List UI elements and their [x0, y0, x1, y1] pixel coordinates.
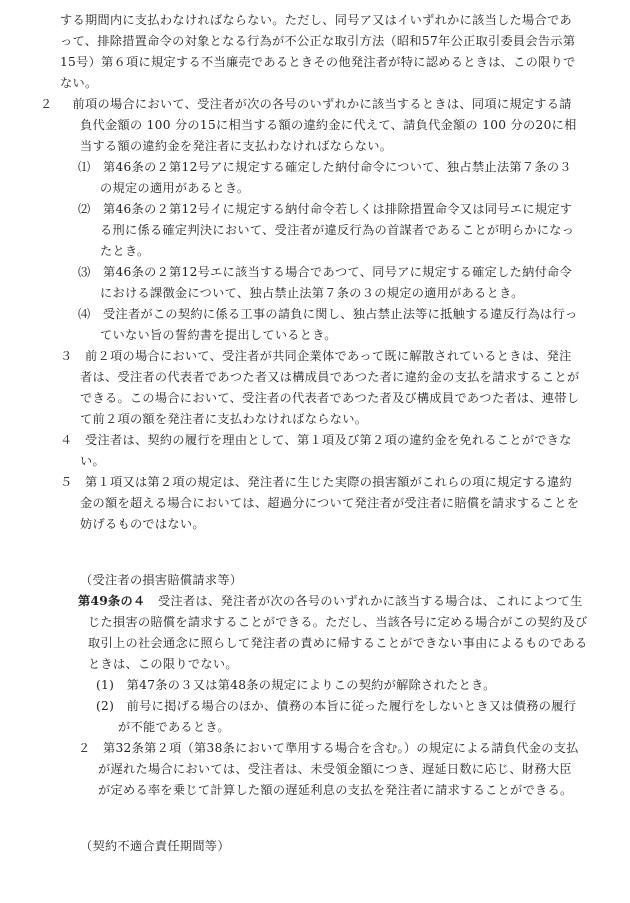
section-heading-damages: （受注者の損害賠償請求等） [80, 573, 243, 587]
item-number: ⑷ [78, 307, 91, 321]
paragraph-text: 前項の場合において、受注者が次の各号のいずれかに該当するときは、同項に規定する請負代金額の 100 分の15に相当する額の違約金に代えて、請負代金額の 100 分の20に相当する額の違約金を発注者に支払わなければならない。 [72, 97, 577, 153]
item-3 [78, 262, 580, 304]
item-text: 第46条の２第12号エに該当する場合であつて、同号アに規定する確定した納付命令における課徴金について、独占禁止法第７条の３の規定の適用があるとき。 [100, 265, 573, 300]
item-2 [78, 199, 580, 262]
paragraph-text: 前２項の場合において、受注者が共同企業体であって既に解散されているときは、発注者は、受注者の代表者であつた者又は構成員であつた者に違約金の支払を請求することができる。この場合において、受注者の代表者であつた者及び構成員であつた者は、連帯して前２項の額を発注者に支払わなければならない。 [80, 349, 580, 426]
item-text: 第46条の２第12号イに規定する納付命令若しくは排除措置命令又は同号エに規定する刑に係る確定判決において、受注者が違反行為の首謀者であることが明らかになったとき。 [100, 202, 575, 258]
item-number: (1) [96, 678, 115, 692]
continuation-text: する期間内に支払わなければならない。ただし、同号ア又はイいずれかに該当した場合であって、排除措置命令の対象となる行為が不公正な取引方法（昭和57年公正取引委員会告示第15号）第６項に規定する不当廉売であるときその他発注者が特に認めるときは、この限りでない。 [60, 13, 576, 90]
item-4 [78, 304, 580, 346]
paragraph-text: 第32条第２項（第38条において準用する場合を含む。）の規定による請負代金の支払が遅れた場合においては、受注者は、未受領金額につき、遅延日数に応じ、財務大臣が定める率を乗じて計算した額の遅延利息の支払を発注者に請求することができる。 [98, 741, 579, 797]
paragraph-text: 第１項又は第２項の規定は、発注者に生じた実際の損害額がこれらの項に規定する違約金の額を超える場合においては、超過分について発注者が受注者に賠償を請求することを妨げるものではない。 [80, 475, 580, 531]
article-text: 受注者は、発注者が次の各号のいずれかに該当する場合は、これによつて生じた損害の賠償を請求することができる。ただし、当該各号に定める場合がこの契約及び取引上の社会通念に照らして発注者の責めに帰することができない事由によるものであるときは、この限りでない。 [88, 594, 588, 671]
paragraph-5 [60, 472, 580, 535]
item-1 [78, 157, 580, 199]
item-text: 第46条の２第12号アに規定する確定した納付命令について、独占禁止法第７条の３の規定の適用があるとき。 [100, 160, 572, 195]
section-heading-liability-period: （契約不適合責任期間等） [80, 839, 230, 853]
paragraph-2: ２ 前項の場合において、受注者が次の各号のいずれかに該当するときは、同項に規定する請負代金額の 100 分の15に相当する額の違約金に代えて、請負代金額の 100 分の20に相当する額の違約金を発注者に支払わなければならない。 [40, 97, 577, 153]
item-number: (2) [96, 699, 115, 713]
paragraph-number: ３ [60, 349, 73, 363]
paragraph-number: ４ [60, 433, 73, 447]
article-item-1 [96, 675, 580, 696]
item-number: ⑶ [78, 265, 91, 279]
article-item-2 [96, 696, 580, 738]
paragraph-4 [60, 430, 580, 472]
item-text: 前号に掲げる場合のほか、債務の本旨に従った履行をしないとき又は債務の履行が不能であるとき。 [118, 699, 577, 734]
item-text: 第47条の３又は第48条の規定によりこの契約が解除されたとき。 [126, 678, 496, 692]
article-paragraph-2 [78, 738, 582, 801]
paragraph-number: ５ [60, 475, 73, 489]
item-number: ⑴ [78, 160, 91, 174]
item-number: ⑵ [78, 202, 91, 216]
paragraph-text: 受注者は、契約の履行を理由として、第１項及び第２項の違約金を免れることができない。 [80, 433, 572, 468]
paragraph-number: ２ [78, 741, 91, 755]
item-text: 受注者がこの契約に係る工事の請負に関し、独占禁止法等に抵触する違反行為は行っていない旨の誓約書を提出しているとき。 [100, 307, 578, 342]
article-49-4 [78, 591, 591, 675]
paragraph-3 [60, 346, 580, 430]
article-number: 第49条の４ [78, 594, 146, 608]
